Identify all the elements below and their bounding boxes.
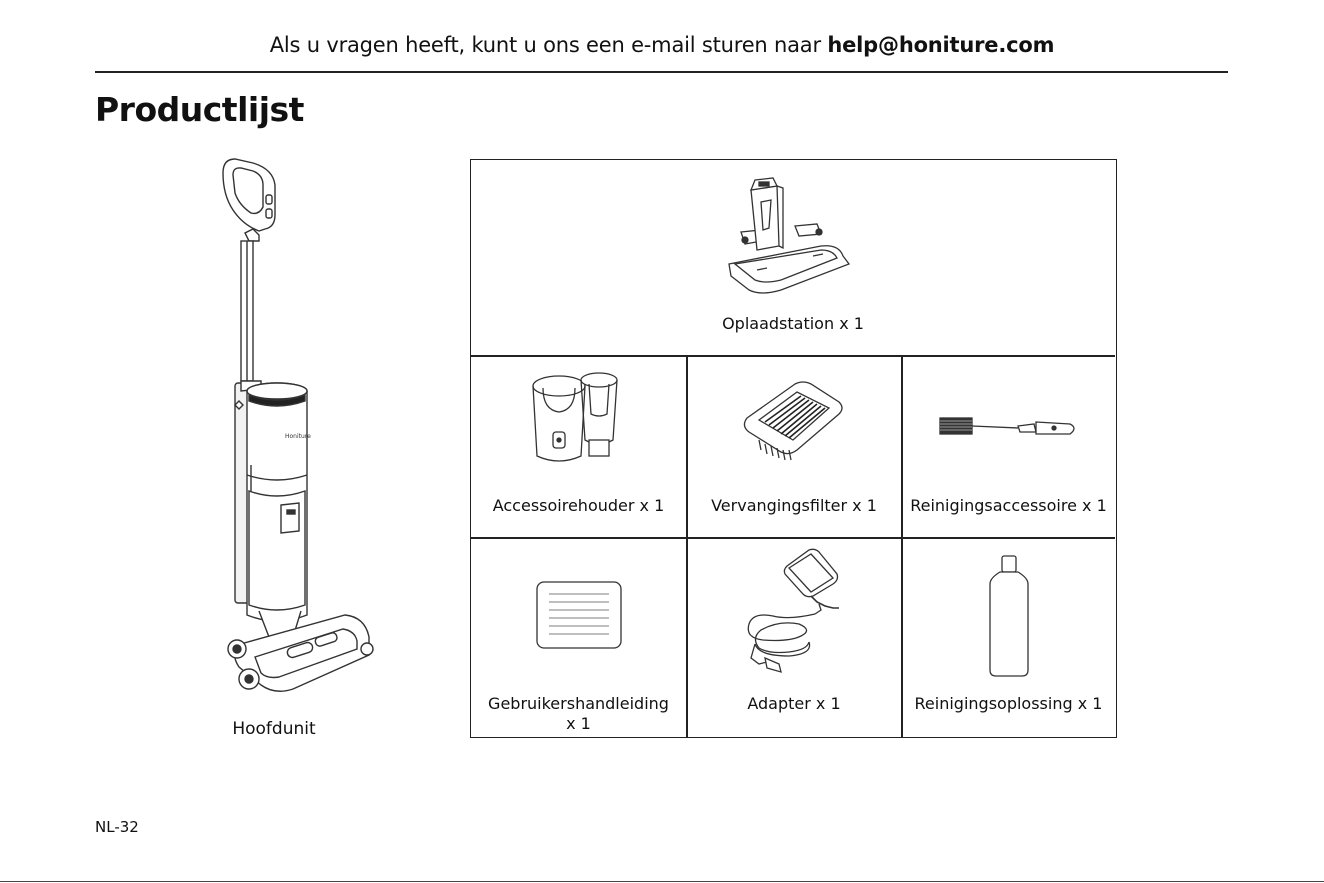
- product-label-manual-qty: x 1: [566, 714, 591, 733]
- contact-line: [0, 33, 1324, 57]
- vacuum-mop-icon: [215, 155, 385, 705]
- cleaning-brush-icon: [936, 408, 1086, 448]
- footer-divider: [0, 881, 1324, 882]
- product-label-accessory-holder: Accessoirehouder x 1: [492, 496, 665, 515]
- product-cell-cleaning-solution: [902, 538, 1115, 737]
- contact-email[interactable]: help@honiture.com: [827, 33, 1055, 57]
- product-grid: [470, 159, 1117, 738]
- filter-icon: [739, 378, 849, 468]
- product-label-filter: Vervangingsfilter x 1: [711, 496, 877, 515]
- product-cell-accessory-holder: [471, 356, 686, 537]
- adapter-icon: [729, 544, 859, 684]
- contact-text: Als u vragen heeft, kunt u ons een e-mail sturen naar: [269, 33, 821, 57]
- bottle-icon: [984, 552, 1034, 682]
- product-label-manual: Gebruikershandleiding: [488, 694, 669, 713]
- accessory-holder-icon: [527, 370, 627, 470]
- page-title: Productlijst: [95, 90, 304, 129]
- header-divider: [95, 71, 1228, 73]
- product-label-charging-station: Oplaadstation x 1: [722, 314, 864, 333]
- product-cell-filter: [687, 356, 901, 537]
- product-label-cleaning-accessory: Reinigingsaccessoire x 1: [910, 496, 1107, 515]
- charging-station-icon: [721, 172, 861, 297]
- product-label-cleaning-solution: Reinigingsoplossing x 1: [914, 694, 1103, 713]
- manual-icon: [535, 580, 625, 650]
- product-cell-charging-station: [471, 160, 1115, 355]
- main-unit-label: Hoofdunit: [232, 719, 316, 739]
- page-number: NL-32: [95, 818, 139, 836]
- svg-text:Honiture: Honiture: [285, 433, 311, 440]
- product-cell-cleaning-accessory: [902, 356, 1115, 537]
- product-cell-manual: [471, 538, 686, 737]
- product-label-adapter: Adapter x 1: [747, 694, 841, 713]
- product-cell-adapter: [687, 538, 901, 737]
